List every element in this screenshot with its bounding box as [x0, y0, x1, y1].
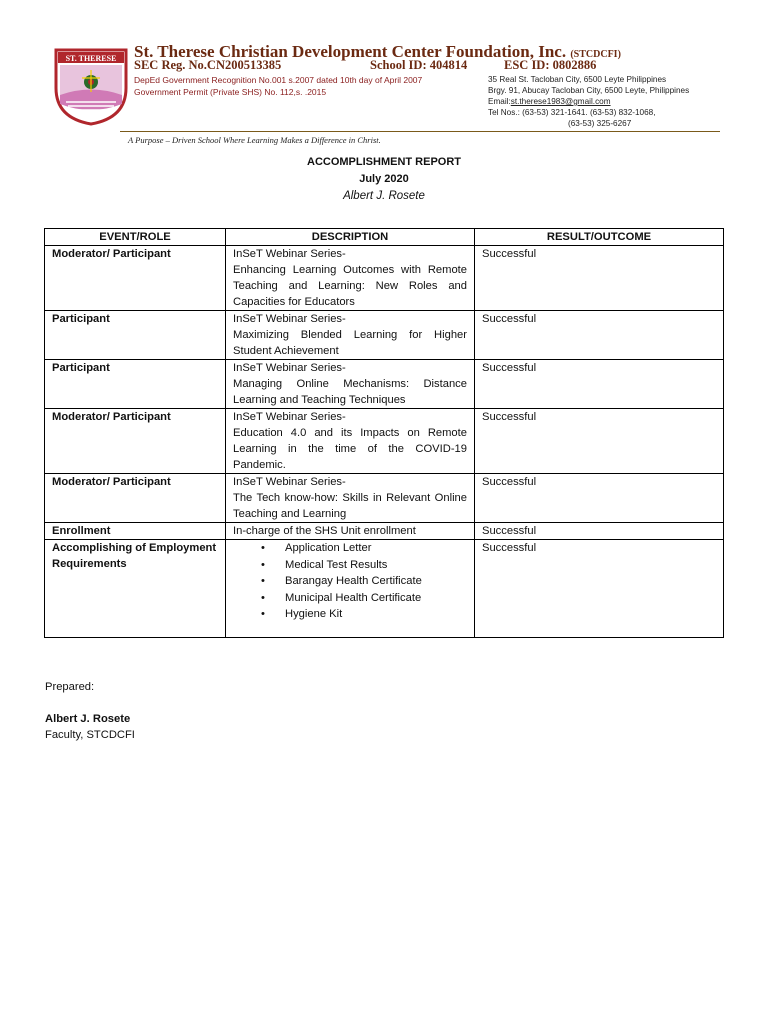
email-label: Email:: [488, 97, 511, 106]
role-cell: Moderator/ Participant: [45, 474, 226, 523]
description-series: InSeT Webinar Series-: [233, 411, 346, 423]
result-cell: Successful: [475, 523, 724, 540]
result-cell: Successful: [475, 540, 724, 638]
email-link[interactable]: st.therese1983@gmail.com: [510, 97, 611, 106]
deped-recognition: DepEd Government Recognition No.001 s.2007 dated 10th day of April 2007: [134, 75, 423, 85]
report-author: Albert J. Rosete: [343, 190, 425, 202]
table-header-row: [45, 229, 724, 246]
role-cell: Participant: [45, 360, 226, 409]
description-title: The Tech know-how: Skills in Relevant Online Teaching and Learning: [233, 492, 467, 520]
result-cell: Successful: [475, 474, 724, 523]
list-item: • Hygiene Kit: [285, 606, 467, 623]
signer-title: Faculty, STCDCFI: [45, 729, 135, 741]
signature-block: [45, 711, 135, 743]
logo-text: ST. THERESE: [65, 54, 117, 63]
role-cell: Moderator/ Participant: [45, 409, 226, 474]
column-header-result: RESULT/OUTCOME: [475, 229, 724, 246]
sec-registration: SEC Reg. No.CN200513385: [134, 58, 282, 72]
signer-name: Albert J. Rosete: [45, 713, 131, 725]
table-row: [45, 540, 724, 638]
description-series: InSeT Webinar Series-: [233, 248, 346, 260]
description-cell: [226, 246, 475, 311]
tel-line-2: (63-53) 325-6267: [568, 119, 632, 128]
letterhead: [0, 0, 768, 150]
table-row: [45, 409, 724, 474]
requirements-list: [233, 540, 467, 623]
description-title: Maximizing Blended Learning for Higher Student Achievement: [233, 329, 467, 357]
description-cell: [226, 474, 475, 523]
description-series: InSeT Webinar Series-: [233, 313, 346, 325]
list-item: • Municipal Health Certificate: [285, 590, 467, 607]
government-permit: Government Permit (Private SHS) No. 112,s. .2015: [134, 87, 327, 97]
result-cell: Successful: [475, 246, 724, 311]
description-cell: [226, 540, 475, 638]
description-cell: [226, 360, 475, 409]
role-cell: Accomplishing of Employment Requirements: [45, 540, 226, 638]
role-cell: Participant: [45, 311, 226, 360]
table-row: [45, 523, 724, 540]
accomplishment-table: [44, 228, 724, 638]
report-title-block: [0, 154, 768, 205]
letterhead-divider: [120, 131, 720, 132]
description-title: Managing Online Mechanisms: Distance Learning and Teaching Techniques: [233, 378, 467, 406]
email-line: [488, 96, 689, 107]
org-abbreviation: (STCDCFI): [570, 49, 621, 60]
report-period: July 2020: [359, 173, 409, 185]
table-row: [45, 311, 724, 360]
esc-id: ESC ID: 0802886: [504, 58, 597, 72]
table-row: [45, 246, 724, 311]
role-cell: Enrollment: [45, 523, 226, 540]
list-item: • Application Letter: [285, 540, 467, 557]
description-series: InSeT Webinar Series-: [233, 476, 346, 488]
description-title: Enhancing Learning Outcomes with Remote Teaching and Learning: New Roles and Capacities for Educators: [233, 264, 467, 308]
description-cell: [226, 409, 475, 474]
deped-info: [134, 74, 422, 98]
result-cell: Successful: [475, 311, 724, 360]
column-header-event-role: EVENT/ROLE: [45, 229, 226, 246]
column-header-description: DESCRIPTION: [226, 229, 475, 246]
tel-line-1: Tel Nos.: (63-53) 321-1641. (63-53) 832-1068,: [488, 108, 656, 117]
table-row: [45, 360, 724, 409]
role-cell: Moderator/ Participant: [45, 246, 226, 311]
description-title: In-charge of the SHS Unit enrollment: [233, 525, 416, 537]
description-cell: [226, 311, 475, 360]
list-item: • Barangay Health Certificate: [285, 573, 467, 590]
description-cell: [226, 523, 475, 540]
contact-block: [488, 74, 689, 129]
prepared-label: Prepared:: [45, 681, 95, 693]
org-name-text: St. Therese Christian Development Center Foundation, Inc.: [134, 42, 567, 61]
address-line-1: 35 Real St. Tacloban City, 6500 Leyte Philippines: [488, 75, 667, 84]
report-title: ACCOMPLISHMENT REPORT: [307, 156, 461, 168]
school-motto: A Purpose – Driven School Where Learning Makes a Difference in Christ.: [128, 135, 381, 145]
result-cell: Successful: [475, 360, 724, 409]
address-line-2: Brgy. 91, Abucay Tacloban City, 6500 Leyte, Philippines: [488, 86, 690, 95]
description-title: Education 4.0 and its Impacts on Remote Learning in the time of the COVID-19 Pandemic.: [233, 427, 467, 471]
school-id: School ID: 404814: [370, 58, 468, 72]
list-item: • Medical Test Results: [285, 557, 467, 574]
result-cell: Successful: [475, 409, 724, 474]
school-seal-logo: [52, 44, 130, 126]
table-row: [45, 474, 724, 523]
description-series: InSeT Webinar Series-: [233, 362, 346, 374]
